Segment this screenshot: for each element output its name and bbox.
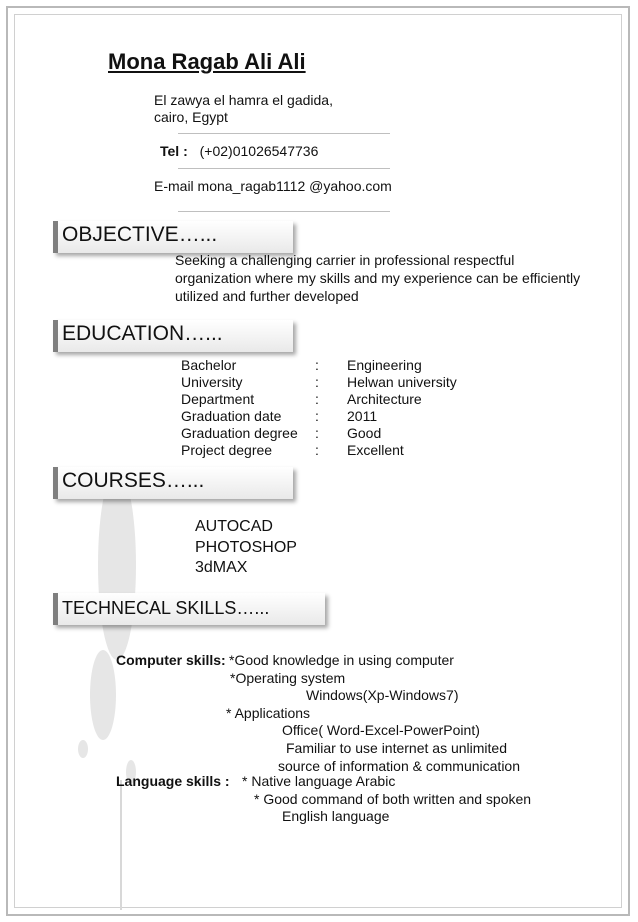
phone-label: Tel : (160, 143, 188, 159)
objective-line: organization where my skills and my experience can be efficiently (175, 270, 581, 286)
divider (178, 168, 390, 169)
course-item: 3dMAX (195, 559, 248, 576)
edu-value: Engineering (347, 357, 422, 373)
section-title: TECHNECAL SKILLS…... (62, 598, 270, 618)
education-row (181, 442, 457, 459)
edu-value: Architecture (347, 391, 422, 407)
edu-label: Graduation date (181, 408, 282, 424)
edu-sep: : (315, 442, 319, 458)
skill-line: *Operating system (230, 669, 346, 686)
education-row (181, 357, 457, 374)
course-item: AUTOCAD (195, 518, 273, 535)
computer-skills-label: Computer skills: (116, 652, 226, 668)
address-line-2: cairo, Egypt (154, 109, 228, 125)
skill-line: * Native language Arabic (242, 773, 396, 789)
phone-value: (+02)01026547736 (199, 143, 319, 159)
language-skills-label: Language skills : (116, 773, 230, 789)
edu-sep: : (315, 391, 319, 407)
edu-label: Department (181, 391, 255, 407)
address-line-1: El zawya el hamra el gadida, (154, 92, 333, 108)
section-title: EDUCATION…... (62, 322, 223, 345)
edu-sep: : (315, 374, 319, 390)
person-name: Mona Ragab Ali Ali (108, 49, 306, 74)
phone-row (160, 141, 318, 161)
edu-label: University (181, 374, 243, 390)
education-row (181, 408, 457, 425)
edu-value: Helwan university (347, 374, 457, 390)
edu-value: 2011 (347, 408, 378, 424)
skill-line: English language (282, 808, 390, 825)
section-header-technical-skills (53, 593, 325, 625)
skill-line: Office( Word-Excel-PowerPoint) (282, 722, 480, 739)
skill-line: Familiar to use internet as unlimited (286, 740, 507, 756)
skill-line: Windows(Xp-Windows7) (306, 687, 459, 704)
edu-sep: : (315, 357, 319, 373)
decor-ellipse-mid (90, 650, 116, 740)
skill-line: * Good command of both written and spoken (254, 790, 532, 807)
section-title: COURSES…... (62, 469, 205, 492)
education-row (181, 374, 457, 391)
section-header-courses (53, 467, 293, 499)
edu-label: Bachelor (181, 357, 237, 373)
edu-sep: : (315, 408, 319, 424)
course-item: PHOTOSHOP (195, 538, 297, 556)
edu-label: Project degree (181, 442, 273, 458)
section-header-education (53, 320, 293, 352)
decor-ellipse-small (78, 740, 88, 758)
education-row (181, 391, 457, 408)
education-row (181, 425, 457, 442)
objective-text (175, 251, 580, 305)
skill-line: * Applications (226, 704, 311, 721)
skill-line: *Good knowledge in using computer (229, 652, 454, 668)
section-header-objective (53, 221, 293, 253)
objective-line: utilized and further developed (175, 288, 359, 304)
edu-sep: : (315, 425, 319, 441)
courses-list (195, 517, 297, 579)
edu-label: Graduation degree (181, 425, 298, 441)
edu-value: Good (347, 425, 382, 441)
divider (178, 133, 390, 134)
edu-value: Excellent (347, 442, 404, 458)
section-title: OBJECTIVE…... (62, 223, 218, 246)
education-table (181, 357, 457, 459)
decor-vertical-line (120, 780, 122, 910)
divider (178, 211, 390, 212)
objective-line: Seeking a challenging carrier in professional respectful (175, 252, 515, 268)
email: E-mail mona_ragab1112 @yahoo.com (154, 178, 392, 194)
skill-line: source of information & communication (278, 757, 520, 774)
